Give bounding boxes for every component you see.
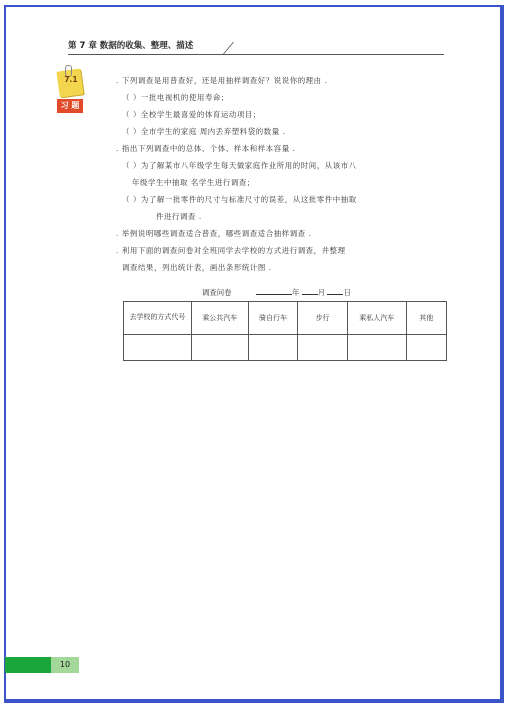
exercise-line: . 指出下列调查中的总体、个体、样本和样本容量 .	[116, 144, 296, 153]
exercise-line: . 利用下面的调查问卷对全班同学去学校的方式进行调查，并整理	[116, 246, 346, 255]
exercise-line: 年级学生中抽取 名学生进行调查；	[132, 178, 255, 187]
survey-table	[123, 301, 447, 361]
page-number: 10	[51, 657, 79, 673]
header-slash-decoration	[211, 42, 234, 54]
table-header-cell: 骑自行车	[248, 302, 298, 335]
table-cell	[406, 334, 446, 360]
exercise-label: 习 题	[57, 99, 83, 113]
footer-accent-bar	[5, 657, 51, 673]
exercise-line: 件进行调查 .	[156, 212, 202, 221]
day-label: 日	[343, 288, 351, 297]
year-label: 年	[291, 288, 300, 297]
survey-heading	[202, 286, 351, 298]
table-cell	[191, 334, 248, 360]
survey-title: 调查问卷	[202, 288, 232, 297]
table-cell	[124, 334, 192, 360]
table-cell	[248, 334, 298, 360]
exercise-line: （ ）全校学生最喜爱的体育运动项目；	[122, 110, 261, 119]
month-blank	[302, 286, 318, 295]
exercise-line: （ ）全市学生的家庭 周内丢弃塑料袋的数量 .	[122, 127, 286, 136]
table-header-cell: 乘公共汽车	[191, 302, 248, 335]
exercise-line: . 举例说明哪些调查适合普查，哪些调查适合抽样调查 .	[116, 229, 312, 238]
table-header-cell: 去学校的方式代号	[124, 302, 192, 335]
exercise-line: 调查结果，列出统计表，画出条形统计图 .	[122, 263, 272, 272]
month-label: 月	[317, 288, 326, 297]
exercise-line: （ ）为了解一批零件的尺寸与标准尺寸的误差，从这批零件中抽取	[122, 195, 357, 204]
exercise-sticker	[55, 68, 85, 120]
day-blank	[327, 286, 343, 295]
exercise-line: （ ）为了解某市八年级学生每天做家庭作业所用的时间，从该市八	[122, 161, 357, 170]
chapter-title: 第 7 章 数据的收集、整理、描述	[68, 41, 194, 51]
chapter-header	[68, 40, 444, 55]
table-cell	[298, 334, 348, 360]
table-row	[124, 334, 447, 360]
section-number: 7.1	[64, 75, 78, 84]
table-cell	[347, 334, 406, 360]
table-header-cell: 其他	[406, 302, 446, 335]
table-header-cell: 乘私人汽车	[347, 302, 406, 335]
exercise-line: . 下列调查是用普查好，还是用抽样调查好？说说你的理由 .	[116, 76, 328, 85]
table-header-row	[124, 302, 447, 335]
table-header-cell: 步行	[298, 302, 348, 335]
year-blank	[256, 286, 292, 295]
exercise-line: （ ）一批电视机的使用寿命；	[122, 93, 229, 102]
